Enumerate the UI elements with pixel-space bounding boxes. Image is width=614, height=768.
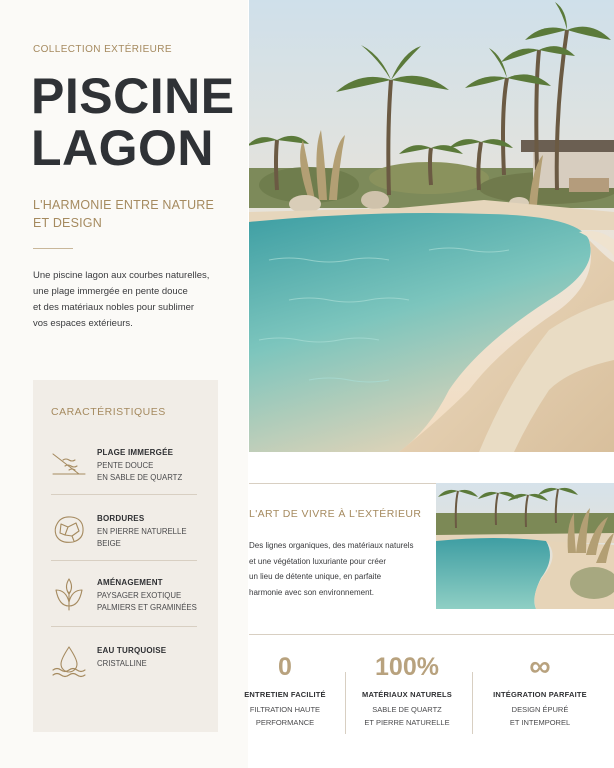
features-panel <box>33 380 218 732</box>
feature-divider <box>51 494 197 495</box>
stat-separator <box>345 672 346 734</box>
section-divider <box>249 483 436 484</box>
feature-desc: PAYSAGER EXOTIQUE PALMIERS ET GRAMINÉES <box>97 591 197 612</box>
left-column <box>0 0 248 768</box>
page-title <box>31 70 235 174</box>
feature-name: AMÉNAGEMENT <box>97 578 163 587</box>
leaf-icon <box>51 576 87 612</box>
art-paragraph: Des lignes organiques, des matériaux naturels et une végétation luxuriante pour créer un lieu de détente unique, en parfaite harmonie avec son environnement. <box>249 541 414 597</box>
feature-desc: CRISTALLINE <box>97 659 147 668</box>
feature-item <box>51 512 197 564</box>
feature-desc: EN PIERRE NATURELLE BEIGE <box>97 527 187 548</box>
stat-label: MATÉRIAUX NATURELS <box>362 690 452 699</box>
stat-value: 100% <box>375 653 439 681</box>
stat-label: INTÉGRATION PARFAITE <box>493 690 587 699</box>
feature-name: BORDURES <box>97 514 145 523</box>
stat-desc: DESIGN ÉPURÉ ET INTEMPOREL <box>509 705 571 727</box>
stats-divider <box>249 634 614 635</box>
water-drop-icon <box>51 644 87 680</box>
title-line-1: PISCINE <box>31 68 235 124</box>
feature-divider <box>51 560 197 561</box>
page-subtitle: L'HARMONIE ENTRE NATURE ET DESIGN <box>33 198 215 230</box>
feature-item <box>51 644 197 696</box>
stat-desc: FILTRATION HAUTE PERFORMANCE <box>249 705 321 727</box>
title-line-2: LAGON <box>31 120 215 176</box>
collection-kicker: COLLECTION EXTÉRIEURE <box>33 44 172 55</box>
intro-paragraph: Une piscine lagon aux courbes naturelles, une plage immergée en pente douce et des matériaux nobles pour sublimer vos espaces extérieurs. <box>33 270 210 329</box>
features-title: CARACTÉRISTIQUES <box>51 406 166 418</box>
feature-name: PLAGE IMMERGÉE <box>97 448 174 457</box>
stat-item <box>226 650 344 729</box>
stat-desc: SABLE DE QUARTZ ET PIERRE NATURELLE <box>364 705 450 727</box>
feature-desc: PENTE DOUCE EN SABLE DE QUARTZ <box>97 461 183 482</box>
stat-separator <box>472 672 473 734</box>
stat-label: ENTRETIEN FACILITÉ <box>244 690 326 699</box>
infinity-icon: ∞ <box>529 650 551 683</box>
stat-item <box>481 650 599 729</box>
stone-icon <box>51 512 87 548</box>
pool-thumbnail-image <box>436 483 614 609</box>
feature-name: EAU TURQUOISE <box>97 646 167 655</box>
hero-pool-image <box>249 0 614 452</box>
feature-item <box>51 446 197 498</box>
feature-divider <box>51 626 197 627</box>
stat-value: 0 <box>278 653 292 681</box>
feature-item <box>51 576 197 628</box>
slope-water-icon <box>51 446 87 482</box>
stat-item <box>348 650 466 729</box>
short-divider <box>33 248 73 249</box>
art-title: L'ART DE VIVRE À L'EXTÉRIEUR <box>249 508 422 520</box>
